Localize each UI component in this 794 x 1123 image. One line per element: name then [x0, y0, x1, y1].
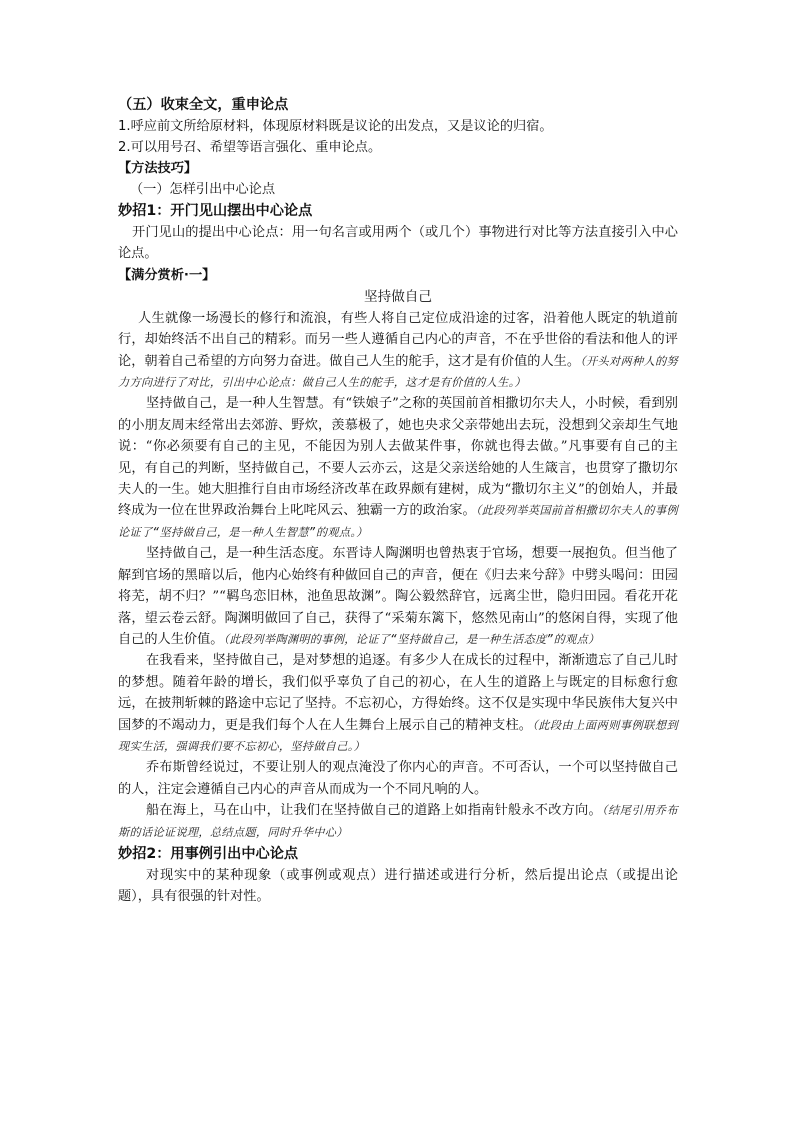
essay-paragraph [118, 543, 678, 650]
list-item: 2.可以用号召、希望等语言强化、重申论点。 [118, 140, 382, 155]
section-heading-5: （五）收束全文，重申论点 [118, 97, 289, 113]
trick2-description: 对现实中的某种现象（或事例或观点）进行描述或进行分析，然后提出论点（或提出论题），具有很强的针对性。 [118, 867, 678, 905]
annotation-note: （此段列举英国前首相撒切尔夫人的事例论证了“坚持做自己，是一种人生智慧”的观点。） [118, 504, 678, 539]
essay-paragraph [118, 393, 678, 543]
subsection-heading: （一）怎样引出中心论点 [130, 182, 276, 197]
paragraph-text: 在我看来，坚持做自己，是对梦想的追逐。有多少人在成长的过程中，渐渐遗忘了自己儿时的梦想。随着年龄的增长，我们似乎辜负了自己的初心，在人生的道路上与既定的目标愈行愈远，在披荆斩棘的路途中忘记了坚持。不忘初心，方得始终。这不仅是实现中华民族伟大复兴中国梦的不竭动力，更是我们每个人在人生舞台上展示自己的精神支柱。 [118, 653, 678, 733]
annotation-note: （此段列举陶渊明的事例，论证了“坚持做自己，是一种生活态度”的观点） [223, 632, 600, 646]
essay-paragraph [118, 800, 678, 843]
essay-paragraph [118, 757, 678, 800]
essay-paragraph [118, 308, 678, 394]
trick1-heading: 妙招1：开门见山摆出中心论点 [118, 203, 313, 219]
annotation-note: （结尾引用乔布斯的话论证说理，总结点题，同时升华中心） [118, 804, 678, 839]
paragraph-text: 坚持做自己，是一种人生智慧。有“铁娘子”之称的英国前首相撒切尔夫人，小时候，看到别的小朋友周末经常出去郊游、野炊，羡慕极了，她也央求父亲带她出去玩，没想到父亲却生气地说：“你必须要有自己的主见，不能因为别人去做某件事，你就也得去做。”凡事要有自己的主见，有自己的判断，坚持做自己，不要人云亦云，这是父亲送给她的人生箴言，也贯穿了撒切尔夫人的一生。她大胆推行自由市场经济改革在政界颇有建树，成为“撒切尔主义”的创始人，并最终成为一位在世界政治舞台上叱咤风云、独霸一方的政治家。 [118, 396, 678, 519]
trick2-heading: 妙招2：用事例引出中心论点 [118, 845, 299, 862]
paragraph-text: 人生就像一场漫长的修行和流浪，有些人将自己定位成沿途的过客，沿着他人既定的轨道前行，却始终活不出自己的精彩。而另一些人遵循自己内心的声音，不在乎世俗的看法和他人的评论，朝着自己希望的方向努力奋进。做自己人生的舵手，这才是有价值的人生。 [118, 310, 678, 369]
example-heading: 【满分赏析·一】 [118, 267, 216, 283]
method-heading: 【方法技巧】 [118, 161, 198, 176]
essay-paragraph [118, 650, 678, 757]
paragraph-text: 乔布斯曾经说过，不要让别人的观点淹没了你内心的声音。不可否认，一个可以坚持做自己的人，注定会遵循自己内心的声音从而成为一个不同凡响的人。 [118, 760, 678, 797]
trick1-description: 开门见山的提出中心论点：用一句名言或用两个（或几个）事物进行对比等方法直接引入中心论点。 [118, 225, 678, 262]
annotation-note: （此段由上面两则事例联想到现实生活，强调我们要不忘初心，坚持做自己。） [118, 718, 678, 753]
annotation-note: （开头对两种人的努力方向进行了对比，引出中心论点：做自己人生的舵手，这才是有价值的人生。） [118, 354, 679, 390]
document-page [118, 94, 678, 908]
paragraph-text: 坚持做自己，是一种生活态度。东晋诗人陶渊明也曾热衷于官场，想要一展抱负。但当他了解到官场的黑暗以后，他内心始终有种做回自己的声音，便在《归去来兮辞》中劈头喝问：田园将芜，胡不归？”“羁鸟恋旧林，池鱼思故渊”。陶公毅然辞官，远离尘世，隐归田园。看花开花落，望云卷云舒。陶渊明做回了自己，获得了“采菊东篱下，悠然见南山”的悠闲自得，实现了他自己的人生价值。 [118, 546, 678, 647]
essay-title: 坚持做自己 [364, 288, 432, 305]
list-item: 1.呼应前文所给原材料，体现原材料既是议论的出发点，又是议论的归宿。 [118, 119, 553, 134]
paragraph-text: 船在海上，马在山中，让我们在坚持做自己的道路上如指南针般永不改方向。 [146, 803, 602, 819]
